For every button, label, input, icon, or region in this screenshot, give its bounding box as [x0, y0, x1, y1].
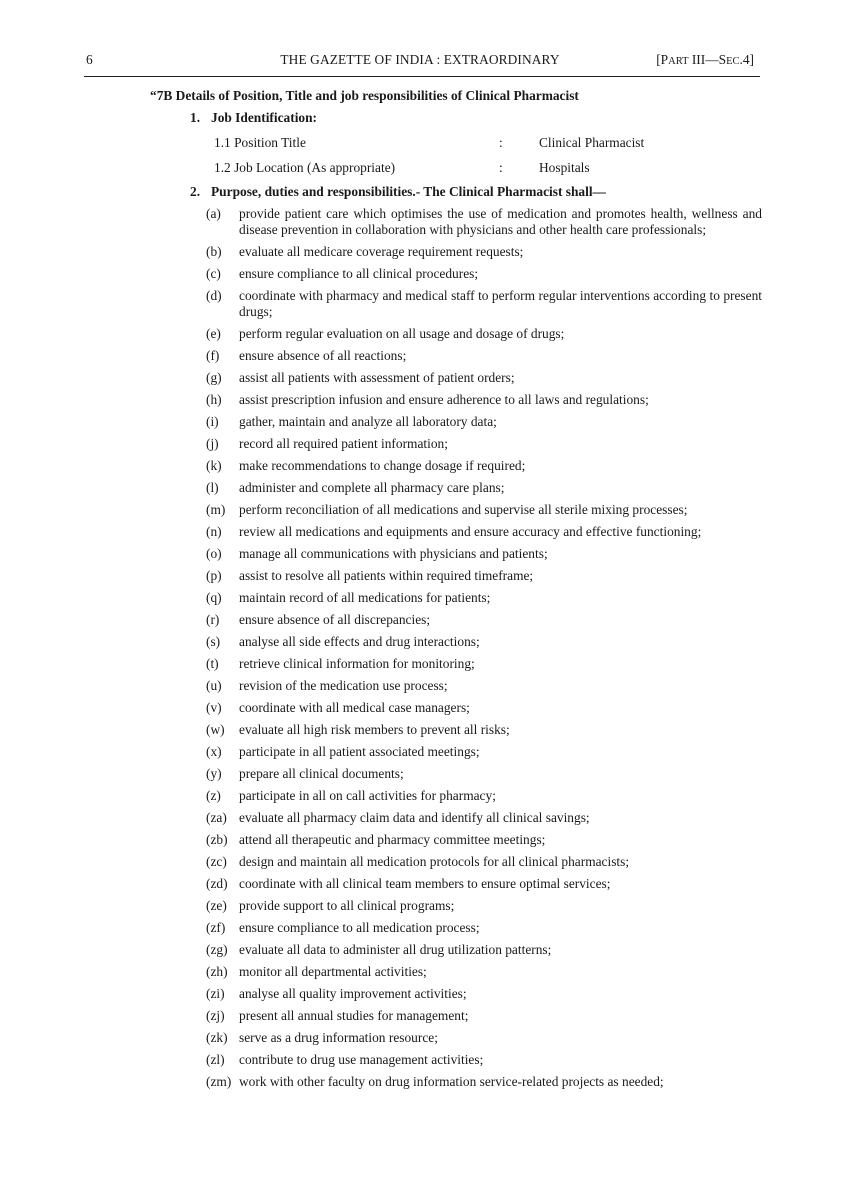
field-colon: : — [499, 135, 503, 150]
item-text: design and maintain all medication protocols for all clinical pharmacists; — [239, 854, 630, 869]
item-label: (j) — [206, 436, 219, 451]
section-number: 1. — [190, 110, 201, 125]
list-item — [206, 1074, 762, 1090]
item-label: (zl) — [206, 1052, 225, 1067]
item-label: (i) — [206, 414, 219, 429]
section-heading: “7B Details of Position, Title and job responsibilities of Clinical Pharmacist — [150, 88, 579, 103]
list-item — [206, 656, 762, 672]
list-item — [206, 480, 762, 496]
list-item — [206, 502, 762, 518]
field-colon: : — [499, 160, 503, 175]
item-label: (m) — [206, 502, 226, 517]
list-item — [206, 458, 762, 474]
item-label: (o) — [206, 546, 222, 561]
item-label: (v) — [206, 700, 222, 715]
page-header — [86, 52, 754, 74]
item-text: present all annual studies for management; — [239, 1008, 469, 1023]
item-label: (n) — [206, 524, 222, 539]
item-text: provide patient care which optimises the use of medication and promotes health, wellness and disease prevention in collaboration with physicians and other health care professionals; — [239, 206, 762, 237]
item-text: coordinate with all clinical team members to ensure optimal services; — [239, 876, 611, 891]
item-text: maintain record of all medications for patients; — [239, 590, 491, 605]
item-label: (ze) — [206, 898, 227, 913]
item-label: (zf) — [206, 920, 226, 935]
item-label: (q) — [206, 590, 222, 605]
responsibilities-list — [206, 206, 762, 1096]
field-label: 1.2 Job Location (As appropriate) — [214, 160, 396, 175]
item-label: (y) — [206, 766, 222, 781]
item-label: (zd) — [206, 876, 228, 891]
item-text: work with other faculty on drug information service-related projects as needed; — [239, 1074, 664, 1089]
list-item — [206, 964, 762, 980]
item-label: (t) — [206, 656, 219, 671]
item-text: attend all therapeutic and pharmacy committee meetings; — [239, 832, 546, 847]
list-item — [206, 788, 762, 804]
item-label: (f) — [206, 348, 220, 363]
item-label: (d) — [206, 288, 222, 303]
item-text: evaluate all medicare coverage requirement requests; — [239, 244, 524, 259]
list-item — [206, 266, 762, 282]
field-value: Hospitals — [539, 160, 590, 175]
item-text: retrieve clinical information for monitoring; — [239, 656, 475, 671]
list-item — [206, 568, 762, 584]
list-item — [206, 722, 762, 738]
item-text: ensure compliance to all clinical procedures; — [239, 266, 479, 281]
list-item — [206, 876, 762, 892]
item-text: assist prescription infusion and ensure adherence to all laws and regulations; — [239, 392, 649, 407]
item-text: provide support to all clinical programs; — [239, 898, 455, 913]
item-label: (w) — [206, 722, 225, 737]
item-label: (zj) — [206, 1008, 225, 1023]
section-title: Job Identification: — [211, 110, 318, 125]
item-text: serve as a drug information resource; — [239, 1030, 438, 1045]
item-label: (l) — [206, 480, 219, 495]
list-item — [206, 810, 762, 826]
item-label: (zh) — [206, 964, 228, 979]
item-text: assist all patients with assessment of patient orders; — [239, 370, 515, 385]
list-item — [206, 898, 762, 914]
item-label: (zb) — [206, 832, 228, 847]
item-label: (p) — [206, 568, 222, 583]
item-text: participate in all on call activities for pharmacy; — [239, 788, 496, 803]
gazette-title: THE GAZETTE OF INDIA : EXTRAORDINARY — [280, 52, 560, 67]
item-label: (z) — [206, 788, 221, 803]
list-item — [206, 244, 762, 260]
list-item — [206, 634, 762, 650]
list-item — [206, 1008, 762, 1024]
header-rule — [84, 76, 760, 77]
item-label: (k) — [206, 458, 222, 473]
page-number: 6 — [86, 52, 93, 67]
list-item — [206, 288, 762, 320]
item-label: (g) — [206, 370, 222, 385]
item-label: (b) — [206, 244, 222, 259]
list-item — [206, 700, 762, 716]
item-label: (s) — [206, 634, 221, 649]
item-text: make recommendations to change dosage if required; — [239, 458, 526, 473]
item-text: administer and complete all pharmacy care plans; — [239, 480, 505, 495]
list-item — [206, 590, 762, 606]
item-label: (h) — [206, 392, 222, 407]
list-item — [206, 414, 762, 430]
item-text: ensure absence of all reactions; — [239, 348, 407, 363]
section-title: Purpose, duties and responsibilities.- The Clinical Pharmacist shall— — [211, 184, 606, 199]
list-item — [206, 678, 762, 694]
item-text: analyse all quality improvement activities; — [239, 986, 467, 1001]
item-text: evaluate all high risk members to prevent all risks; — [239, 722, 510, 737]
list-item — [206, 942, 762, 958]
item-label: (zm) — [206, 1074, 232, 1089]
part-section-label: [PART III—SEC.4] — [656, 52, 754, 67]
item-text: evaluate all data to administer all drug utilization patterns; — [239, 942, 552, 957]
item-label: (zc) — [206, 854, 227, 869]
item-text: review all medications and equipments and ensure accuracy and effective functioning; — [239, 524, 702, 539]
list-item — [206, 326, 762, 342]
item-text: coordinate with all medical case managers; — [239, 700, 470, 715]
list-item — [206, 744, 762, 760]
item-text: participate in all patient associated meetings; — [239, 744, 480, 759]
list-item — [206, 854, 762, 870]
list-item — [206, 524, 762, 540]
item-label: (zi) — [206, 986, 225, 1001]
list-item — [206, 832, 762, 848]
list-item — [206, 206, 762, 238]
item-text: gather, maintain and analyze all laboratory data; — [239, 414, 497, 429]
item-label: (x) — [206, 744, 222, 759]
field-value: Clinical Pharmacist — [539, 135, 645, 150]
item-label: (zk) — [206, 1030, 228, 1045]
item-text: perform regular evaluation on all usage and dosage of drugs; — [239, 326, 565, 341]
item-text: evaluate all pharmacy claim data and identify all clinical savings; — [239, 810, 590, 825]
item-label: (u) — [206, 678, 222, 693]
list-item — [206, 766, 762, 782]
list-item — [206, 1030, 762, 1046]
list-item — [206, 436, 762, 452]
item-text: assist to resolve all patients within required timeframe; — [239, 568, 534, 583]
item-text: analyse all side effects and drug interactions; — [239, 634, 480, 649]
item-text: record all required patient information; — [239, 436, 448, 451]
item-label: (e) — [206, 326, 221, 341]
item-label: (c) — [206, 266, 221, 281]
item-text: monitor all departmental activities; — [239, 964, 427, 979]
item-text: contribute to drug use management activities; — [239, 1052, 484, 1067]
item-label: (a) — [206, 206, 221, 221]
item-text: perform reconciliation of all medications and supervise all sterile mixing processes; — [239, 502, 688, 517]
list-item — [206, 370, 762, 386]
item-label: (r) — [206, 612, 220, 627]
item-text: ensure compliance to all medication process; — [239, 920, 480, 935]
item-text: ensure absence of all discrepancies; — [239, 612, 431, 627]
list-item — [206, 392, 762, 408]
list-item — [206, 348, 762, 364]
item-text: revision of the medication use process; — [239, 678, 448, 693]
list-item — [206, 612, 762, 628]
list-item — [206, 920, 762, 936]
item-label: (zg) — [206, 942, 228, 957]
list-item — [206, 546, 762, 562]
field-label: 1.1 Position Title — [214, 135, 306, 150]
item-text: manage all communications with physicians and patients; — [239, 546, 548, 561]
section-number: 2. — [190, 184, 201, 199]
item-text: coordinate with pharmacy and medical staff to perform regular interventions according to present drugs; — [239, 288, 762, 319]
list-item — [206, 986, 762, 1002]
item-text: prepare all clinical documents; — [239, 766, 404, 781]
list-item — [206, 1052, 762, 1068]
item-label: (za) — [206, 810, 227, 825]
